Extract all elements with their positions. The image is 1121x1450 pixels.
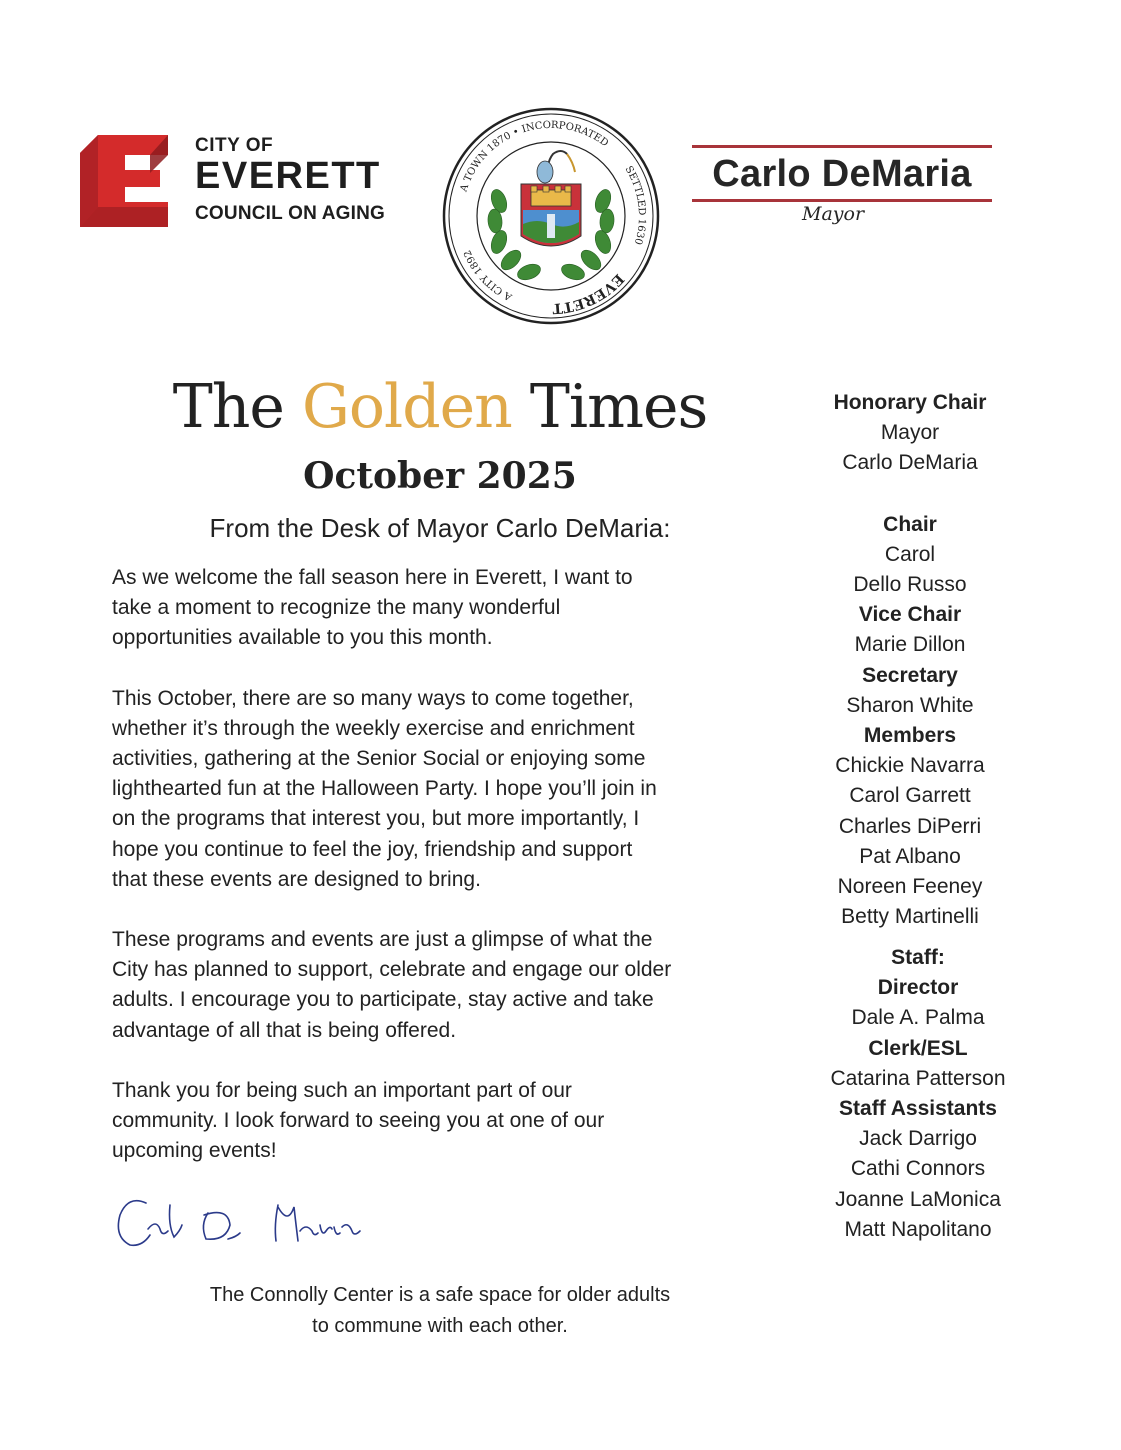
mayor-signature (108, 1185, 368, 1260)
secretary-name: Sharon White (846, 693, 974, 717)
honorary-chair-label: Honorary Chair (833, 391, 987, 414)
council-on-aging-logo (80, 135, 425, 227)
mayor-logo (692, 145, 992, 245)
member-name: Chickie Navarra (835, 754, 985, 778)
footer-note: The Connolly Center is a safe space for older adults to commune with each other. (209, 1284, 671, 1337)
members-label: Members (863, 724, 957, 748)
everett-e-logo-icon (80, 135, 190, 227)
member-name: Pat Albano (859, 844, 961, 868)
mayor-logo-bottom-rule (692, 199, 992, 202)
vice-chair-label: Vice Chair (858, 603, 962, 627)
staff-label: Staff: (891, 946, 945, 969)
director-name: Dale A. Palma (851, 1006, 985, 1030)
letter-paragraph: This October, there are so many ways to come together, whether it’s through the weekly exercise and enrichment activities, gathering at the Senior Social or enjoying some lighthearted fun at the Halloween Party. I hope you’ll join in on the programs that interest you, but more importantly, I hope you continue to feel the joy, friendship and support that these events are designed to bring. (112, 686, 657, 891)
honorary-chair-title: Mayor (880, 421, 940, 445)
title-part-the: The (172, 372, 302, 442)
letter-paragraph: Thank you for being such an important part of our community. I look forward to seeing you at one of our upcoming events! (112, 1078, 605, 1163)
castle-shield-icon (521, 184, 581, 246)
member-name: Betty Martinelli (841, 905, 979, 929)
clerk-label: Clerk/ESL (868, 1036, 968, 1060)
coa-line-council-on-aging: COUNCIL ON AGING (195, 203, 386, 224)
staff-assistant-name: Matt Napolitano (844, 1217, 992, 1241)
chair-first-name: Carol (884, 542, 936, 566)
coa-line-everett: EVERETT (195, 155, 381, 197)
newsletter-title (110, 372, 770, 442)
mayor-logo-name: Carlo DeMaria (712, 153, 972, 195)
honorary-chair-name: Carlo DeMaria (842, 451, 978, 475)
staff-roster (800, 943, 1036, 1245)
seal-left-text: SETTLED 1630 (622, 164, 648, 246)
title-part-golden: Golden (301, 372, 512, 442)
issue-date: October 2025 (303, 455, 577, 497)
coa-line-city-of: CITY OF (195, 135, 274, 156)
staff-assistant-name: Jack Darrigo (859, 1127, 977, 1151)
title-part-times: Times (511, 372, 708, 442)
secretary-label: Secretary (862, 663, 958, 687)
chair-last-name: Dello Russo (853, 573, 967, 597)
mayor-logo-subtitle: Mayor (802, 203, 865, 225)
member-name: Carol Garrett (849, 784, 971, 808)
staff-assistant-name: Joanne LaMonica (835, 1187, 1001, 1211)
council-roster (800, 388, 1020, 932)
chair-label: Chair (883, 512, 937, 536)
letter-body (112, 563, 802, 1196)
seal-bottom-text: A TOWN 1870 • INCORPORATED (458, 119, 611, 194)
member-name: Noreen Feeney (837, 875, 983, 899)
member-name: Charles DiPerri (838, 814, 982, 838)
city-seal (441, 106, 661, 326)
seal-top-text: EVERETT (551, 270, 627, 317)
staff-assistant-name: Cathi Connors (850, 1157, 986, 1181)
director-label: Director (877, 976, 959, 1000)
letter-heading: From the Desk of Mayor Carlo DeMaria: (209, 513, 671, 543)
staff-assistants-label: Staff Assistants (839, 1097, 997, 1121)
seal-right-text: A CITY 1892 (462, 248, 514, 303)
mayor-logo-top-rule (692, 145, 992, 148)
clerk-name: Catarina Patterson (830, 1066, 1006, 1090)
letter-paragraph: These programs and events are just a glimpse of what the City has planned to support, celebrate and engage our older adults. I encourage you to participate, stay active and take advantage of all that is being offered. (112, 928, 672, 1042)
letter-paragraph: As we welcome the fall season here in Everett, I want to take a moment to recognize the many wonderful opportunities available to you this month. (112, 566, 633, 650)
vice-chair-name: Marie Dillon (854, 633, 966, 657)
